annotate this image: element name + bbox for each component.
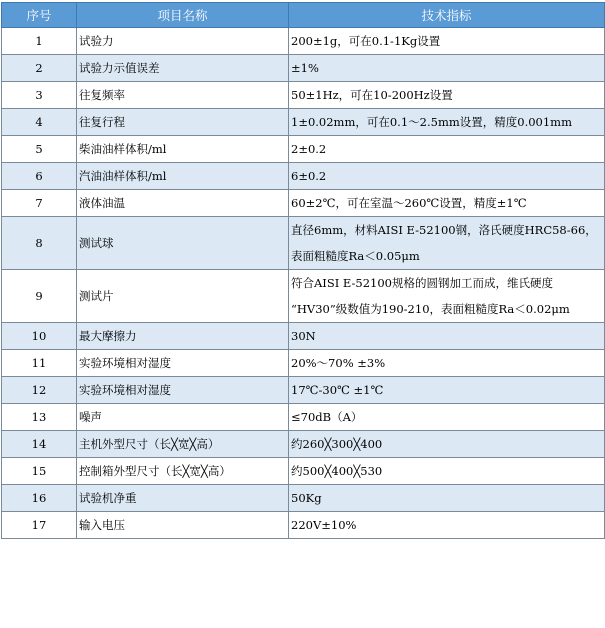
item-name: 试验力示值误差	[77, 55, 289, 82]
row-number: 17	[2, 512, 77, 539]
item-name: 实验环境相对湿度	[77, 350, 289, 377]
table-row	[2, 190, 605, 217]
table-row	[2, 55, 605, 82]
table-row	[2, 270, 605, 323]
table-row	[2, 82, 605, 109]
spec-line: ≤70dB（A）	[291, 410, 363, 424]
item-name: 柴油油样体积/ml	[77, 136, 289, 163]
table-row	[2, 136, 605, 163]
row-number: 3	[2, 82, 77, 109]
item-spec	[289, 217, 605, 270]
item-spec	[289, 377, 605, 404]
table-row	[2, 28, 605, 55]
table-row	[2, 217, 605, 270]
spec-line: 约260╳300╳400	[291, 437, 383, 451]
spec-line: 2±0.2	[291, 142, 327, 156]
spec-line: 200±1g，可在0.1-1Kg设置	[291, 34, 441, 48]
item-name: 控制箱外型尺寸（长╳宽╳高）	[77, 458, 289, 485]
row-number: 15	[2, 458, 77, 485]
item-spec	[289, 485, 605, 512]
row-number: 12	[2, 377, 77, 404]
item-name: 实验环境相对湿度	[77, 377, 289, 404]
table-row	[2, 404, 605, 431]
spec-line: 表面粗糙度Ra＜0.05μm	[291, 249, 420, 263]
spec-line: 50±1Hz，可在10-200Hz设置	[291, 88, 453, 102]
table-row	[2, 431, 605, 458]
table-row	[2, 350, 605, 377]
item-spec	[289, 431, 605, 458]
item-spec	[289, 55, 605, 82]
row-number: 4	[2, 109, 77, 136]
item-spec	[289, 28, 605, 55]
spec-table	[1, 2, 605, 539]
table-row	[2, 109, 605, 136]
row-number: 13	[2, 404, 77, 431]
item-spec	[289, 82, 605, 109]
row-number: 14	[2, 431, 77, 458]
item-name: 最大摩擦力	[77, 323, 289, 350]
spec-line: 17℃-30℃ ±1℃	[291, 383, 384, 397]
item-name: 往复频率	[77, 82, 289, 109]
item-name: 噪声	[77, 404, 289, 431]
spec-line: 50Kg	[291, 491, 322, 505]
spec-line: 60±2℃，可在室温～260℃设置，精度±1℃	[291, 196, 527, 210]
item-name: 往复行程	[77, 109, 289, 136]
spec-line: 1±0.02mm，可在0.1～2.5mm设置，精度0.001mm	[291, 115, 572, 129]
table-row	[2, 458, 605, 485]
table-row	[2, 323, 605, 350]
header-spec: 技术指标	[289, 3, 605, 28]
header-no: 序号	[2, 3, 77, 28]
spec-line: ±1%	[291, 61, 319, 75]
table-row	[2, 163, 605, 190]
item-name: 汽油油样体积/ml	[77, 163, 289, 190]
item-spec	[289, 323, 605, 350]
row-number: 5	[2, 136, 77, 163]
item-spec	[289, 136, 605, 163]
row-number: 16	[2, 485, 77, 512]
item-name: 液体油温	[77, 190, 289, 217]
spec-line: 直径6mm，材料AISI E-52100钢，洛氏硬度HRC58-66，	[291, 223, 597, 237]
table-row	[2, 512, 605, 539]
spec-line: 符合AISI E-52100规格的圆钢加工而成，维氏硬度	[291, 276, 553, 290]
spec-line: 6±0.2	[291, 169, 327, 183]
item-spec	[289, 350, 605, 377]
item-name: 测试球	[77, 217, 289, 270]
item-name: 输入电压	[77, 512, 289, 539]
item-spec	[289, 458, 605, 485]
row-number: 11	[2, 350, 77, 377]
item-name: 主机外型尺寸（长╳宽╳高）	[77, 431, 289, 458]
item-spec	[289, 109, 605, 136]
row-number: 10	[2, 323, 77, 350]
row-number: 9	[2, 270, 77, 323]
item-name: 测试片	[77, 270, 289, 323]
item-spec	[289, 270, 605, 323]
item-name: 试验机净重	[77, 485, 289, 512]
spec-line: “HV30”级数值为190-210，表面粗糙度Ra＜0.02μm	[291, 302, 570, 316]
item-spec	[289, 404, 605, 431]
item-name: 试验力	[77, 28, 289, 55]
item-spec	[289, 163, 605, 190]
item-spec	[289, 190, 605, 217]
table-body	[2, 28, 605, 539]
table-header-row	[2, 3, 605, 28]
row-number: 7	[2, 190, 77, 217]
row-number: 1	[2, 28, 77, 55]
header-name: 项目名称	[77, 3, 289, 28]
row-number: 6	[2, 163, 77, 190]
spec-line: 20%～70% ±3%	[291, 356, 386, 370]
table-row	[2, 485, 605, 512]
spec-line: 30N	[291, 329, 316, 343]
row-number: 8	[2, 217, 77, 270]
row-number: 2	[2, 55, 77, 82]
table-row	[2, 377, 605, 404]
spec-line: 约500╳400╳530	[291, 464, 383, 478]
spec-line: 220V±10%	[291, 518, 357, 532]
item-spec	[289, 512, 605, 539]
